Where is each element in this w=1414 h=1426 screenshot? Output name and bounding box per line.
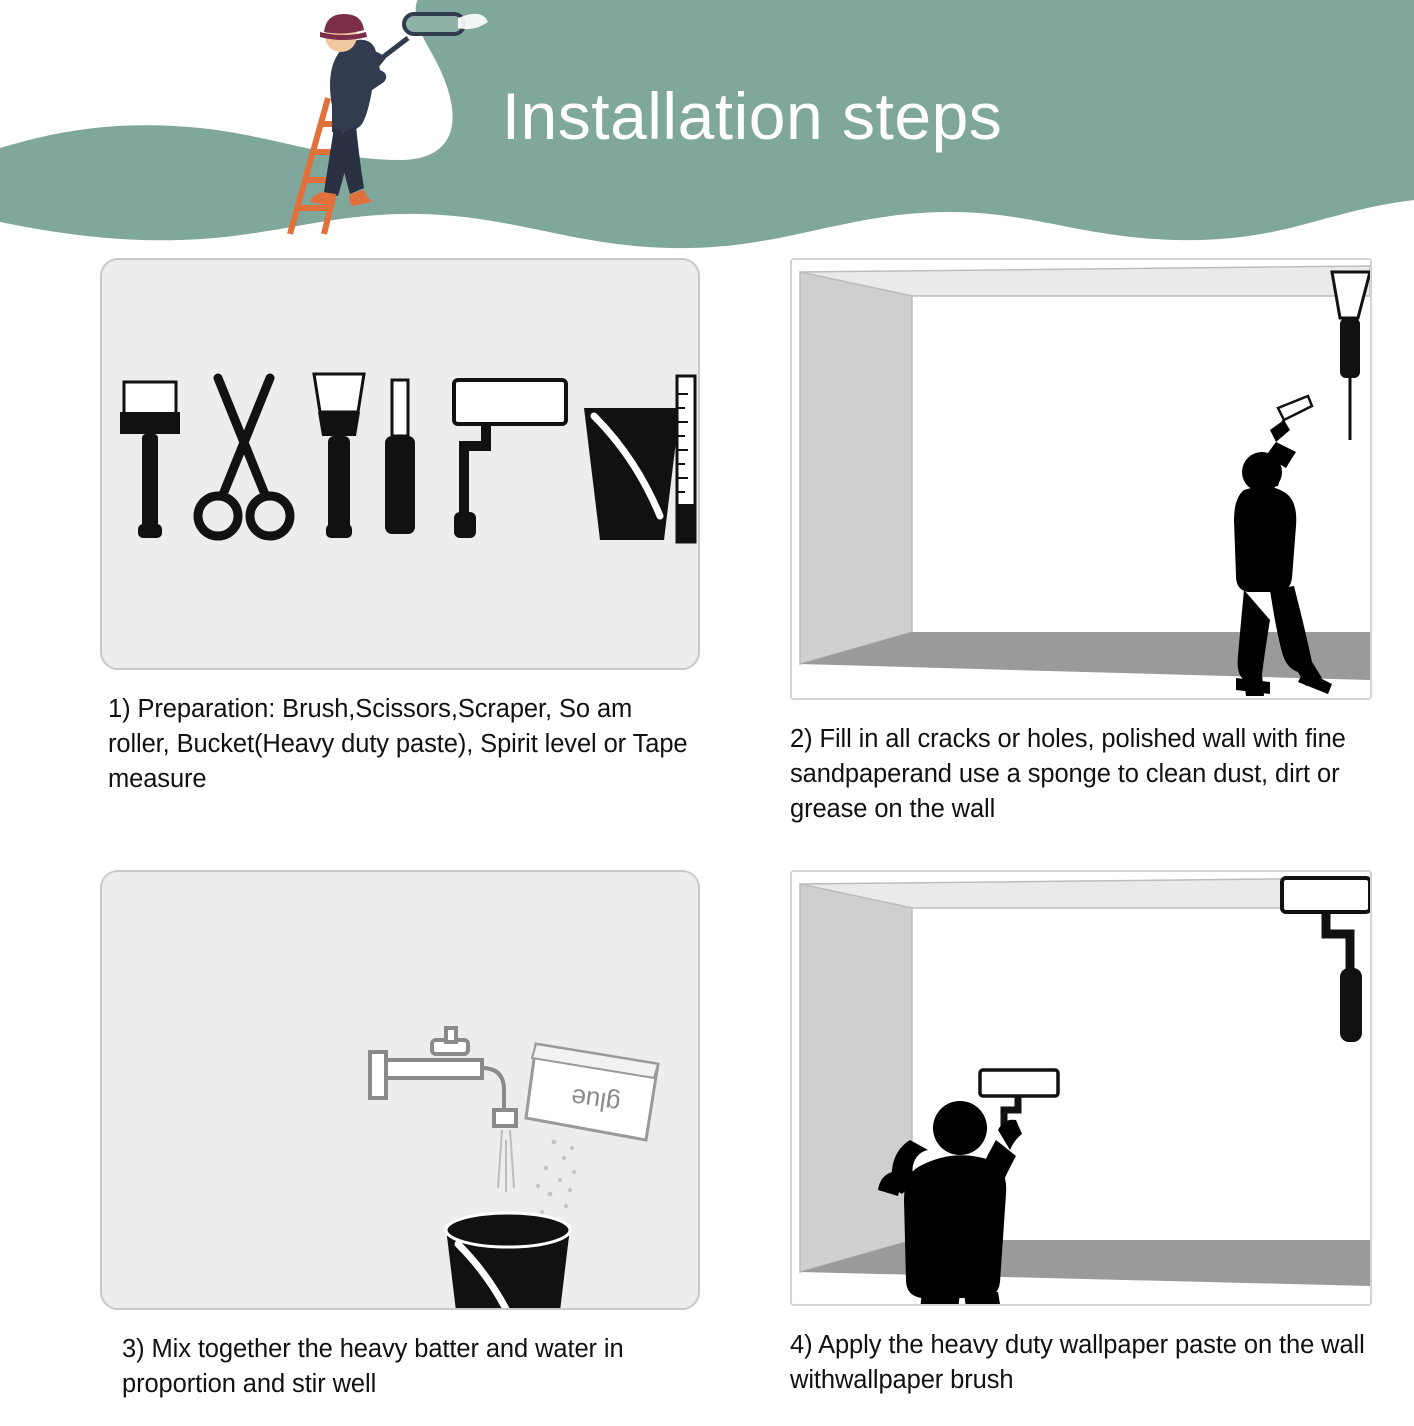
- glue-bag-icon: [526, 1044, 658, 1140]
- scraper-icon: [314, 374, 364, 538]
- header-banner: [0, 0, 1414, 262]
- step-1: [100, 258, 700, 797]
- powder-particles: [536, 1140, 576, 1227]
- step-2-text: Fill in all cracks or holes, polished wall with fine sandpaperand use a sponge to clean dust, dirt or grease on the wall: [790, 725, 1346, 823]
- spirit-level-icon: [677, 376, 695, 542]
- step-1-text: Preparation: Brush,Scissors,Scraper, So am roller, Bucket(Heavy duty paste), Spirit level or Tape measure: [108, 695, 688, 793]
- worker-rolling-paste-illustration: [792, 872, 1370, 1304]
- step-3-number: 3): [122, 1335, 145, 1363]
- faucet-icon: [370, 1028, 516, 1126]
- bucket-icon: [584, 408, 680, 540]
- bucket-icon: [446, 1213, 570, 1308]
- step-2-number: 2): [790, 725, 813, 753]
- step-4-text: Apply the heavy duty wallpaper paste on the wall withwallpaper brush: [790, 1331, 1365, 1394]
- glue-label: glue: [569, 1082, 623, 1120]
- brush-icon: [120, 382, 180, 538]
- step-4-image: [790, 870, 1372, 1306]
- step-3-caption: [100, 1332, 700, 1402]
- step-1-number: 1): [108, 695, 131, 723]
- worker-filling-wall-illustration: [792, 260, 1370, 698]
- page-title: Installation steps: [501, 79, 1003, 153]
- tools-layout-illustration: [102, 260, 698, 668]
- step-3-image: [100, 870, 700, 1310]
- step-1-image: [100, 258, 700, 670]
- utility-knife-icon: [385, 380, 415, 534]
- step-2: [790, 258, 1370, 827]
- step-2-image: [790, 258, 1372, 700]
- step-2-caption: [790, 722, 1370, 827]
- step-3: [100, 870, 700, 1402]
- mixing-glue-and-water-illustration: [102, 872, 698, 1308]
- step-1-caption: [100, 692, 700, 797]
- scissors-icon: [198, 378, 290, 536]
- step-4-caption: [790, 1328, 1370, 1398]
- step-4: [790, 870, 1370, 1398]
- step-3-text: Mix together the heavy batter and water in proportion and stir well: [122, 1335, 624, 1398]
- paint-roller-icon: [454, 380, 566, 538]
- step-4-number: 4): [790, 1331, 813, 1359]
- water-drip: [498, 1130, 514, 1192]
